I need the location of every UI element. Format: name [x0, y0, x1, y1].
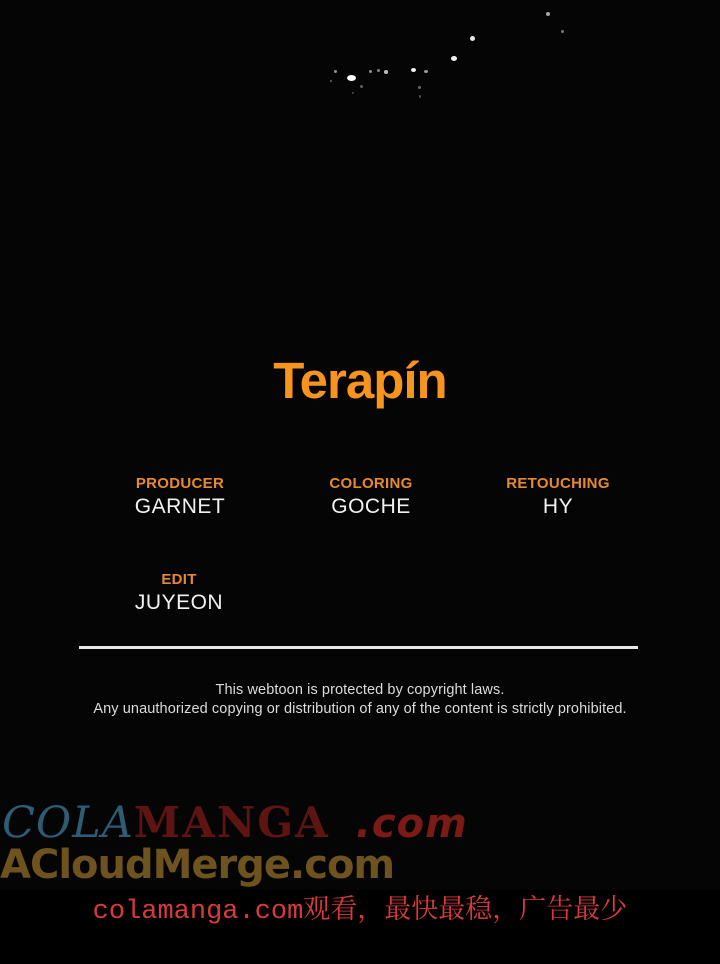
watermark-cola-text: COLA: [2, 798, 134, 848]
dust-speck: [377, 69, 380, 72]
copyright-line-2: Any unauthorized copying or distribution of any of the content is strictly prohibited.: [93, 701, 627, 717]
copyright-notice: [0, 681, 720, 719]
dust-speck: [418, 86, 421, 89]
credit-role-label: COLORING: [329, 475, 413, 492]
watermark-manga-text: MANGA: [133, 798, 330, 847]
studio-logo: Terapín: [273, 352, 447, 409]
dust-speck: [352, 92, 354, 94]
credit-producer: [135, 475, 226, 519]
dust-speck: [347, 75, 356, 81]
dust-speck: [451, 56, 457, 61]
credit-edit: [135, 571, 223, 615]
dust-speck: [360, 85, 363, 88]
dust-specks: [0, 0, 720, 200]
credit-person-name: GARNET: [134, 495, 226, 518]
credit-retouching: [506, 475, 610, 519]
site-promo-text: colamanga.com观看，最快最稳，广告最少: [92, 897, 628, 927]
acloudmerge-watermark: ACloudMerge.com: [0, 842, 395, 888]
credit-role-label: RETOUCHING: [506, 475, 610, 492]
dust-speck: [330, 80, 332, 82]
credit-person-name: GOCHE: [331, 495, 411, 518]
horizontal-divider: [79, 646, 638, 649]
credit-person-name: JUYEON: [134, 591, 224, 614]
dust-speck: [419, 95, 421, 98]
dust-speck: [334, 70, 337, 73]
dust-speck: [561, 30, 564, 33]
dust-speck: [384, 70, 388, 74]
dust-speck: [470, 36, 475, 41]
dust-speck: [424, 70, 428, 73]
credit-coloring: [329, 475, 412, 519]
credit-role-label: PRODUCER: [135, 475, 225, 492]
copyright-line-1: This webtoon is protected by copyright laws.: [215, 682, 505, 698]
credit-person-name: HY: [542, 495, 574, 518]
reader-site-footer: [0, 890, 720, 964]
dust-speck: [369, 70, 372, 73]
dust-speck: [411, 68, 416, 72]
watermark-dotcom-text: .com: [355, 801, 468, 847]
dust-speck: [546, 12, 550, 16]
credit-role-label: EDIT: [161, 571, 197, 588]
